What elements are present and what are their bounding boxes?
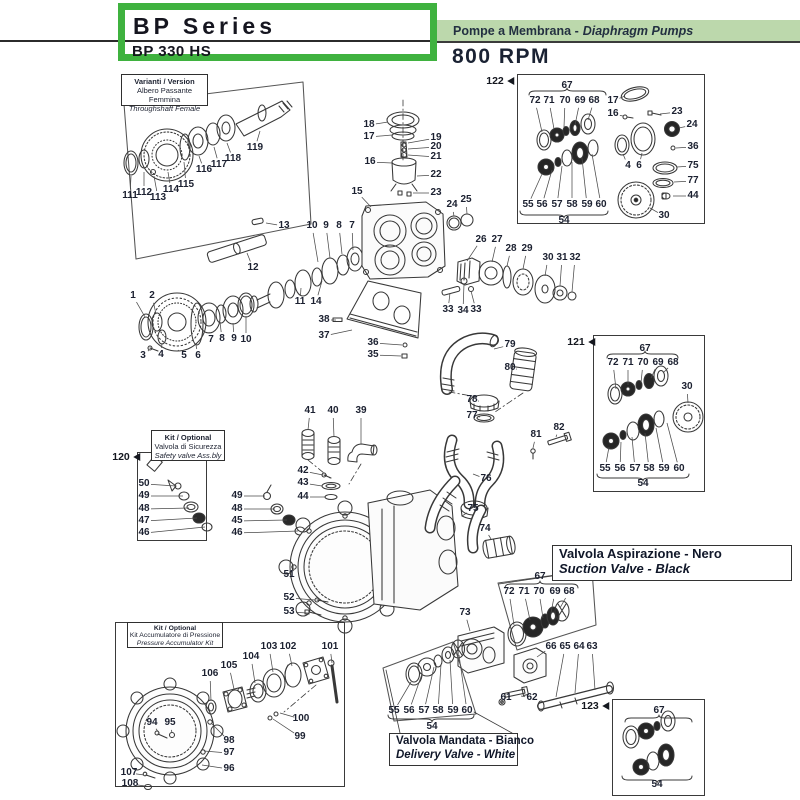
part-callout-17: 17 <box>363 131 375 142</box>
part-callout-26: 26 <box>475 234 487 245</box>
suction-valve-line-en: Suction Valve - Black <box>559 560 691 576</box>
part-callout-57: 57 <box>418 705 430 716</box>
safety-kit-line-it: Valvola di Sicurezza <box>154 442 222 451</box>
part-callout-107: 107 <box>120 767 138 778</box>
part-callout-73: 73 <box>459 607 471 618</box>
part-callout-66: 66 <box>545 641 557 652</box>
part-callout-117: 117 <box>210 159 228 170</box>
part-callout-38: 38 <box>318 314 330 325</box>
part-callout-62: 62 <box>526 692 538 703</box>
part-callout-25: 25 <box>460 194 472 205</box>
part-callout-70: 70 <box>559 95 571 106</box>
part-callout-102: 102 <box>279 641 297 652</box>
part-callout-60: 60 <box>673 463 685 474</box>
part-callout-111: 111 <box>122 190 138 201</box>
part-callout-80: 80 <box>504 362 516 373</box>
part-callout-10: 10 <box>240 334 252 345</box>
part-callout-16: 16 <box>607 108 619 119</box>
part-callout-55: 55 <box>599 463 611 474</box>
variant-line-en: Throughshaft Female <box>128 104 201 113</box>
part-callout-11: 11 <box>294 296 306 307</box>
part-callout-2: 2 <box>149 290 155 301</box>
part-callout-63: 63 <box>586 641 598 652</box>
part-callout-65: 65 <box>559 641 571 652</box>
part-callout-81: 81 <box>530 429 542 440</box>
part-callout-95: 95 <box>164 717 176 728</box>
part-callout-49: 49 <box>231 490 243 501</box>
part-callout-55: 55 <box>388 705 400 716</box>
part-callout-36: 36 <box>687 141 699 152</box>
part-callout-106: 106 <box>201 668 219 679</box>
frame-number: 123 <box>581 700 599 712</box>
part-callout-67: 67 <box>639 343 651 354</box>
variant-note-box <box>121 74 208 113</box>
frame-label-123 <box>581 700 609 712</box>
part-callout-13: 13 <box>278 220 290 231</box>
variant-title: Varianti / Version <box>134 77 195 86</box>
part-callout-9: 9 <box>323 220 329 231</box>
part-callout-70: 70 <box>533 586 545 597</box>
safety-kit-title-box <box>151 430 225 461</box>
part-callout-8: 8 <box>219 333 225 344</box>
part-callout-53: 53 <box>283 606 295 617</box>
part-callout-29: 29 <box>521 243 533 254</box>
part-callout-59: 59 <box>581 199 593 210</box>
part-callout-5: 5 <box>181 350 187 361</box>
series-title: BP Series <box>133 13 276 39</box>
part-callout-27: 27 <box>491 234 503 245</box>
part-callout-45: 45 <box>231 515 243 526</box>
part-callout-78: 78 <box>466 394 478 405</box>
part-callout-77: 77 <box>466 410 478 421</box>
frame-pointer-icon <box>602 702 609 710</box>
part-callout-68: 68 <box>667 357 679 368</box>
part-callout-23: 23 <box>671 106 683 117</box>
frame-number: 120 <box>112 451 130 463</box>
part-callout-67: 67 <box>534 571 546 582</box>
part-callout-23: 23 <box>430 187 442 198</box>
part-callout-68: 68 <box>563 586 575 597</box>
part-callout-98: 98 <box>223 735 235 746</box>
part-callout-36: 36 <box>367 337 379 348</box>
part-callout-119: 119 <box>246 142 264 153</box>
part-callout-60: 60 <box>595 199 607 210</box>
part-callout-82: 82 <box>553 422 565 433</box>
part-callout-76: 76 <box>480 473 492 484</box>
part-callout-8: 8 <box>336 220 342 231</box>
part-callout-72: 72 <box>529 95 541 106</box>
suction-valve-line-it: Valvola Aspirazione - Nero <box>559 546 722 561</box>
part-callout-68: 68 <box>588 95 600 106</box>
part-callout-112: 112 <box>135 187 153 198</box>
part-callout-7: 7 <box>349 220 355 231</box>
part-callout-33: 33 <box>442 304 454 315</box>
part-callout-32: 32 <box>569 252 581 263</box>
part-callout-6: 6 <box>195 350 201 361</box>
part-callout-42: 42 <box>297 465 309 476</box>
part-callout-30: 30 <box>658 210 670 221</box>
part-callout-74: 74 <box>479 523 491 534</box>
part-callout-35: 35 <box>367 349 379 360</box>
part-callout-64: 64 <box>573 641 585 652</box>
part-callout-72: 72 <box>607 357 619 368</box>
part-callout-20: 20 <box>430 141 442 152</box>
part-callout-60: 60 <box>461 705 473 716</box>
part-callout-41: 41 <box>304 405 316 416</box>
part-callout-96: 96 <box>223 763 235 774</box>
part-callout-15: 15 <box>351 186 363 197</box>
part-callout-70: 70 <box>637 357 649 368</box>
part-callout-18: 18 <box>363 119 375 130</box>
part-callout-1: 1 <box>130 290 136 301</box>
part-callout-97: 97 <box>223 747 235 758</box>
accumulator-kit-line-en: Pressure Accumulator Kit <box>136 639 214 647</box>
part-callout-69: 69 <box>652 357 664 368</box>
part-callout-7: 7 <box>208 334 214 345</box>
part-callout-4: 4 <box>158 349 164 360</box>
part-callout-43: 43 <box>297 477 309 488</box>
part-callout-17: 17 <box>607 95 619 106</box>
part-callout-114: 114 <box>162 184 180 195</box>
frame-pointer-icon <box>588 338 595 346</box>
part-callout-55: 55 <box>522 199 534 210</box>
part-callout-39: 39 <box>355 405 367 416</box>
part-callout-33: 33 <box>470 304 482 315</box>
subtitle-bar <box>437 20 800 43</box>
part-callout-14: 14 <box>310 296 322 307</box>
part-callout-79: 79 <box>504 339 516 350</box>
part-callout-30: 30 <box>542 252 554 263</box>
part-callout-51: 51 <box>283 569 295 580</box>
frame-pointer-icon <box>507 77 514 85</box>
model-code: BP 330 HS <box>132 43 212 60</box>
part-callout-4: 4 <box>625 160 631 171</box>
suction-valve-box <box>552 545 792 581</box>
part-callout-54: 54 <box>637 478 649 489</box>
accumulator-kit-title: Kit / Optional <box>153 625 197 632</box>
frame-pointer-icon <box>133 453 140 461</box>
part-callout-71: 71 <box>518 586 530 597</box>
subtitle-english: Diaphragm Pumps <box>582 23 694 38</box>
part-callout-118: 118 <box>224 153 242 164</box>
part-callout-105: 105 <box>220 660 238 671</box>
part-callout-9: 9 <box>231 333 237 344</box>
part-callout-44: 44 <box>297 491 309 502</box>
delivery-valve-box <box>389 733 535 766</box>
rpm-label: 800 RPM <box>452 45 551 68</box>
delivery-valve-line-it: Valvola Mandata - Bianco <box>396 735 535 747</box>
part-callout-56: 56 <box>403 705 415 716</box>
part-callout-61: 61 <box>500 692 512 703</box>
part-callout-6: 6 <box>636 160 642 171</box>
part-callout-46: 46 <box>231 527 243 538</box>
part-callout-44: 44 <box>687 190 699 201</box>
part-callout-101: 101 <box>321 641 339 652</box>
part-callout-3: 3 <box>140 350 146 361</box>
part-callout-67: 67 <box>653 705 665 716</box>
part-callout-103: 103 <box>260 641 278 652</box>
part-callout-75: 75 <box>687 160 699 171</box>
part-callout-58: 58 <box>432 705 444 716</box>
part-callout-30: 30 <box>681 381 693 392</box>
part-callout-71: 71 <box>622 357 634 368</box>
part-callout-104: 104 <box>242 651 260 662</box>
part-callout-47: 47 <box>138 515 150 526</box>
part-callout-12: 12 <box>247 262 259 273</box>
frame-label-122 <box>486 75 514 87</box>
part-callout-52: 52 <box>283 592 295 603</box>
subtitle-italian: Pompe a Membrana - <box>453 23 579 38</box>
part-callout-48: 48 <box>231 503 243 514</box>
part-callout-24: 24 <box>446 199 458 210</box>
part-callout-54: 54 <box>558 215 570 226</box>
part-callout-37: 37 <box>318 330 330 341</box>
part-callout-108: 108 <box>121 778 139 789</box>
part-callout-57: 57 <box>551 199 563 210</box>
part-callout-77: 77 <box>687 175 699 186</box>
variant-line-it: Albero Passante Femmina <box>136 86 193 104</box>
part-callout-34: 34 <box>457 305 469 316</box>
frame-label-120 <box>112 451 140 463</box>
part-callout-28: 28 <box>505 243 517 254</box>
safety-kit-title: Kit / Optional <box>164 433 212 442</box>
accumulator-kit-title-box <box>127 622 223 648</box>
frame-number: 122 <box>486 75 504 87</box>
part-callout-75: 75 <box>467 503 479 514</box>
accumulator-kit-line-it: Kit Accumulatore di Pressione <box>129 632 221 640</box>
part-callout-58: 58 <box>643 463 655 474</box>
part-callout-94: 94 <box>146 717 158 728</box>
part-callout-57: 57 <box>629 463 641 474</box>
part-callout-67: 67 <box>561 80 573 91</box>
part-callout-24: 24 <box>686 119 698 130</box>
part-callout-115: 115 <box>177 179 195 190</box>
delivery-valve-line-en: Delivery Valve - White <box>396 748 516 761</box>
part-callout-56: 56 <box>536 199 548 210</box>
part-callout-69: 69 <box>574 95 586 106</box>
frame-label-121 <box>567 336 595 348</box>
part-callout-54: 54 <box>651 779 663 790</box>
part-callout-69: 69 <box>549 586 561 597</box>
part-callout-48: 48 <box>138 503 150 514</box>
part-callout-31: 31 <box>556 252 568 263</box>
part-callout-72: 72 <box>503 586 515 597</box>
part-callout-116: 116 <box>195 164 213 175</box>
part-callout-46: 46 <box>138 527 150 538</box>
part-callout-71: 71 <box>543 95 555 106</box>
part-callout-50: 50 <box>138 478 150 489</box>
part-callout-19: 19 <box>430 132 442 143</box>
part-callout-21: 21 <box>430 151 442 162</box>
part-callout-59: 59 <box>658 463 670 474</box>
part-callout-40: 40 <box>327 405 339 416</box>
part-callout-54: 54 <box>426 721 438 732</box>
part-callout-56: 56 <box>614 463 626 474</box>
part-callout-113: 113 <box>149 192 167 203</box>
part-callout-49: 49 <box>138 490 150 501</box>
part-callout-22: 22 <box>430 169 442 180</box>
part-callout-16: 16 <box>364 156 376 167</box>
part-callout-100: 100 <box>292 713 310 724</box>
part-callout-99: 99 <box>294 731 306 742</box>
part-callout-58: 58 <box>566 199 578 210</box>
safety-kit-line-en: Safety valve Ass.bly <box>154 451 222 460</box>
part-callout-59: 59 <box>447 705 459 716</box>
frame-number: 121 <box>567 336 585 348</box>
part-callout-10: 10 <box>306 220 318 231</box>
